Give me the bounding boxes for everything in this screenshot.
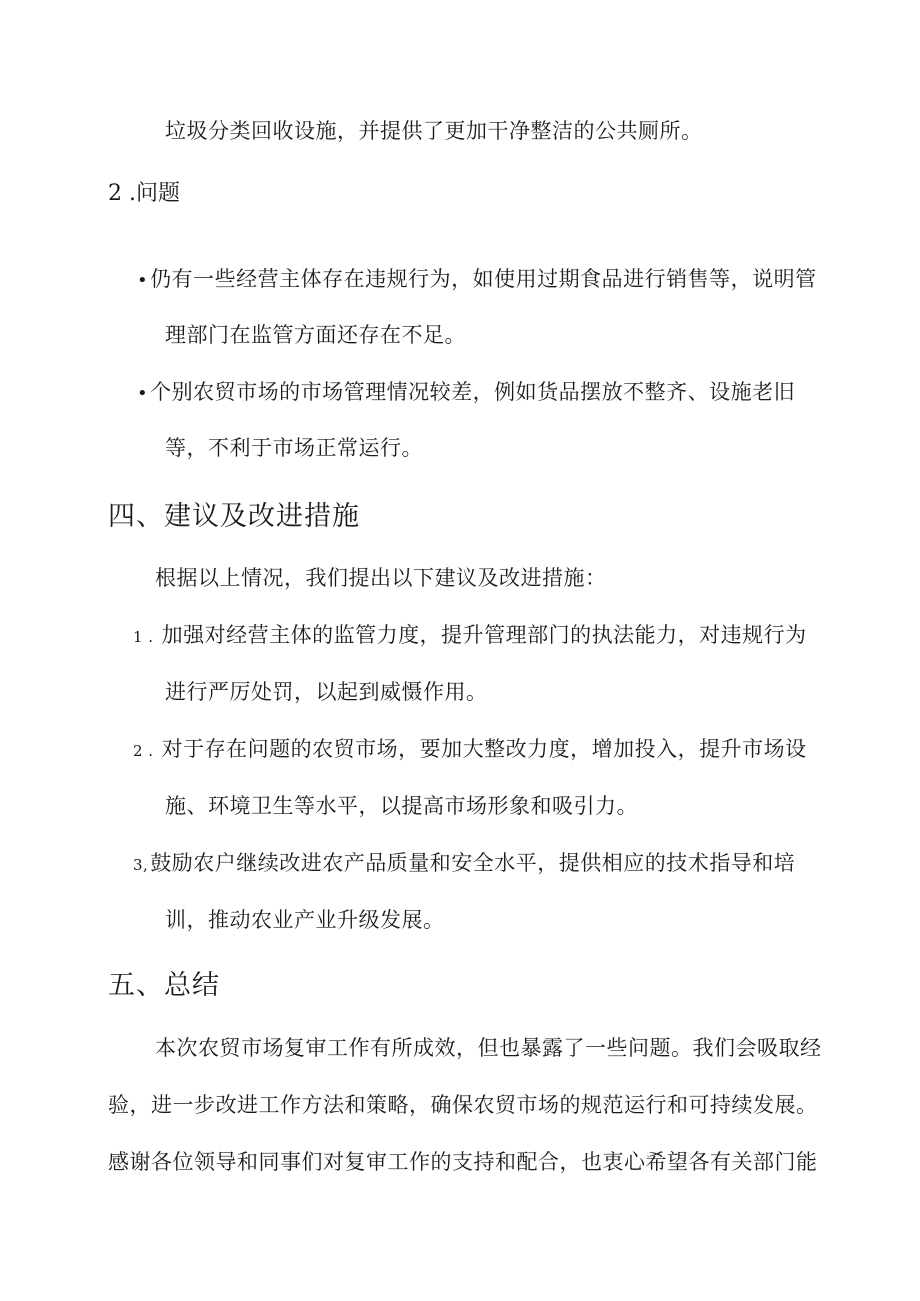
- section4-intro: 根据以上情况，我们提出以下建议及改进措施：: [155, 566, 607, 590]
- problem-item-2-line2: 等，不利于市场正常运行。: [165, 436, 423, 460]
- summary-line-2: 验，进一步改进工作方法和策略，确保农贸市场的规范运行和可持续发展。: [108, 1093, 818, 1117]
- suggestion-item-2-line1: 对于存在问题的农贸市场，要加大整改力度，增加投入，提升市场设: [161, 737, 807, 761]
- suggestion-item-2-line2: 施、环境卫生等水平，以提高市场形象和吸引力。: [165, 794, 638, 818]
- problem-item-1-line2: 理部门在监管方面还存在不足。: [165, 323, 466, 347]
- problem-item-2-line1: 个别农贸市场的市场管理情况较差，例如货品摆放不整齐、设施老旧: [150, 380, 796, 404]
- suggestion-marker-3: 3,: [133, 856, 149, 874]
- problem-item-1: [137, 264, 817, 296]
- suggestion-item-3: [133, 848, 795, 880]
- bullet-icon: •: [137, 270, 149, 291]
- suggestion-marker-2: 2 .: [133, 742, 154, 760]
- problem-item-2: [137, 377, 795, 409]
- suggestion-item-1-line2: 进行严厉处罚，以起到威慑作用。: [165, 680, 488, 704]
- suggestion-item-2: [133, 734, 807, 766]
- section4-heading: 四、建议及改进措施: [108, 501, 360, 532]
- suggestion-item-1-line1: 加强对经营主体的监管力度，提升管理部门的执法能力，对违规行为: [161, 623, 807, 647]
- bullet-icon: •: [137, 383, 149, 404]
- problem-item-1-line1: 仍有一些经营主体存在违规行为，如使用过期食品进行销售等，说明管: [150, 267, 817, 291]
- section5-heading: 五、总结: [108, 970, 220, 1001]
- suggestion-item-3-line1: 鼓励农户继续改进农产品质量和安全水平，提供相应的技术指导和培: [150, 851, 796, 875]
- suggestion-item-3-line2: 训，推动农业产业升级发展。: [165, 908, 445, 932]
- problems-heading: 2 .问题: [108, 181, 180, 206]
- summary-line-3: 感谢各位领导和同事们对复审工作的支持和配合，也衷心希望各有关部门能: [108, 1150, 818, 1174]
- summary-line-1: 本次农贸市场复审工作有所成效，但也暴露了一些问题。我们会吸取经: [155, 1036, 822, 1060]
- intro-line: 垃圾分类回收设施，并提供了更加干净整洁的公共厕所。: [165, 119, 703, 143]
- suggestion-item-1: [133, 620, 807, 652]
- suggestion-marker-1: 1 .: [133, 628, 154, 646]
